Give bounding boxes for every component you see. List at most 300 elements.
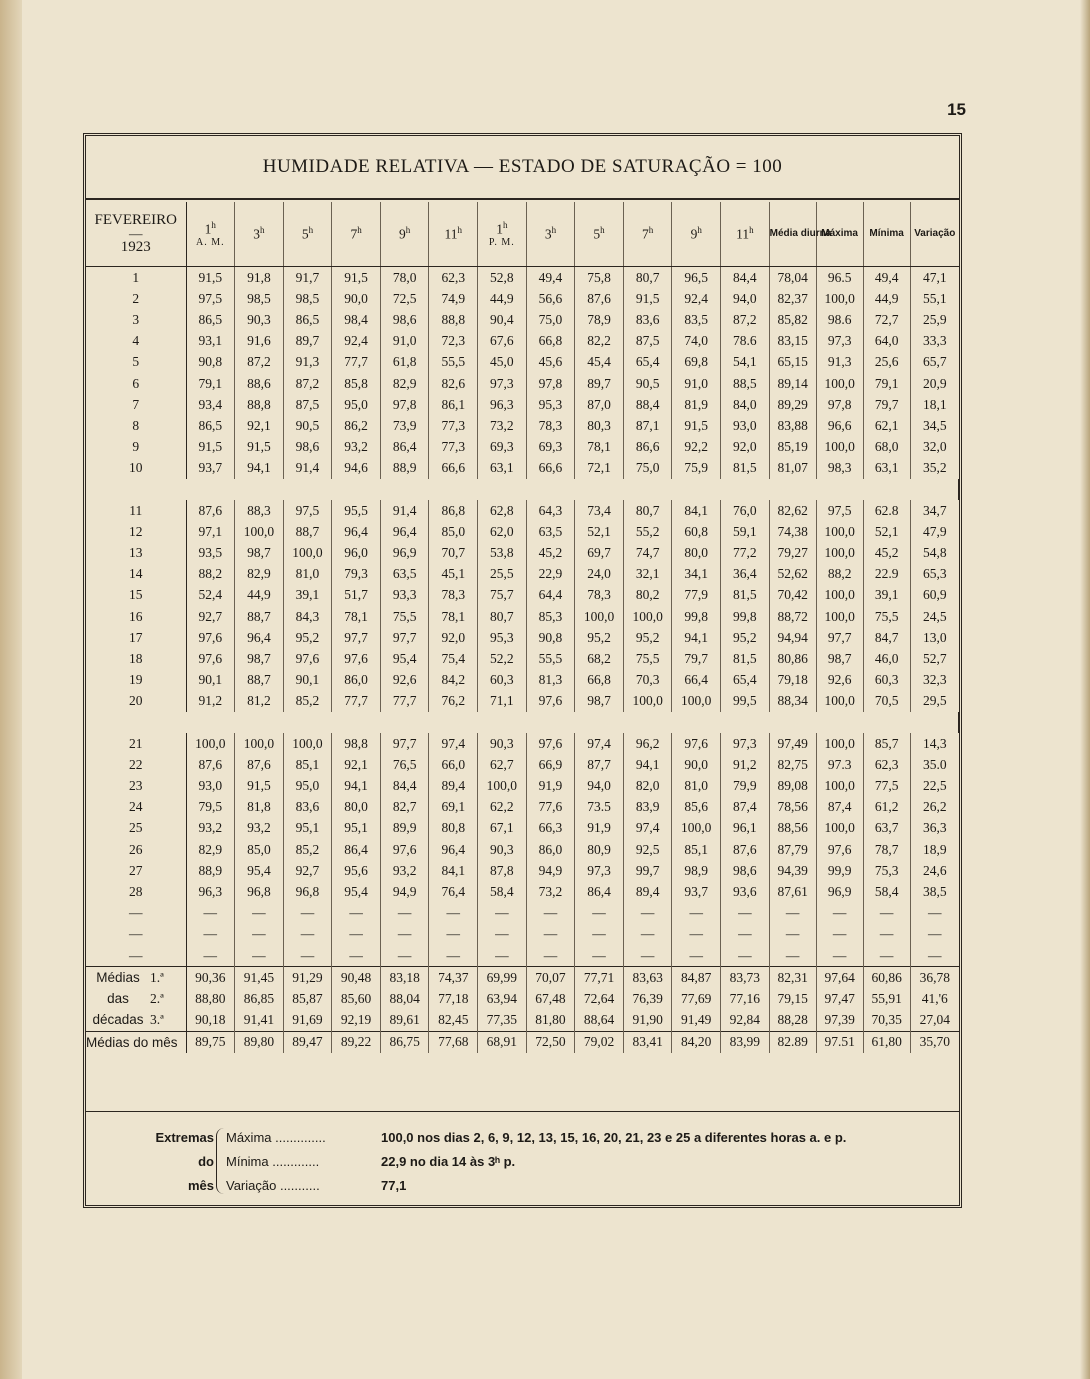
day-cell: 25 xyxy=(86,818,186,839)
decade-value: 92,19 xyxy=(332,1010,381,1032)
value-cell: 88,5 xyxy=(721,373,770,394)
table-row xyxy=(86,881,959,902)
value-cell: 96,1 xyxy=(721,818,770,839)
value-cell: 93,2 xyxy=(186,818,235,839)
value-cell: 96,4 xyxy=(429,839,478,860)
value-cell: — xyxy=(478,924,527,945)
hour-wrap xyxy=(284,225,332,243)
month-mean-value: 77,68 xyxy=(429,1031,478,1053)
value-cell: 72,7 xyxy=(863,309,910,330)
maxima-header-label: Máxima xyxy=(821,228,858,239)
value-cell: 93,1 xyxy=(186,331,235,352)
value-cell: 100,0 xyxy=(478,776,527,797)
value-cell: 87,2 xyxy=(283,373,332,394)
value-cell: 85,2 xyxy=(283,839,332,860)
value-cell: 60,9 xyxy=(910,585,959,606)
value-cell: 95,4 xyxy=(235,860,284,881)
day-cell: 4 xyxy=(86,331,186,352)
value-cell: 82,75 xyxy=(769,754,816,775)
value-cell: 100,0 xyxy=(816,776,863,797)
value-cell: 64,4 xyxy=(526,585,575,606)
spacer-cell xyxy=(86,712,959,733)
value-cell: 51,7 xyxy=(332,585,381,606)
value-cell: 95,2 xyxy=(623,627,672,648)
value-cell: 66,3 xyxy=(526,818,575,839)
day-cell: 14 xyxy=(86,564,186,585)
value-cell: 86,1 xyxy=(429,394,478,415)
value-cell: 90,5 xyxy=(623,373,672,394)
value-cell: 94,6 xyxy=(332,458,381,479)
header-row xyxy=(86,202,959,267)
value-cell: 95,3 xyxy=(526,394,575,415)
value-cell: 82,2 xyxy=(575,331,624,352)
decade-value: 70,35 xyxy=(863,1010,910,1032)
value-cell: 96,4 xyxy=(235,627,284,648)
value-cell: — xyxy=(429,945,478,967)
value-cell: 52,1 xyxy=(575,521,624,542)
value-cell: 88,34 xyxy=(769,691,816,712)
month-mean-value: 86,75 xyxy=(380,1031,429,1053)
day-cell: 9 xyxy=(86,437,186,458)
value-cell: 90,8 xyxy=(526,627,575,648)
value-cell: 75,9 xyxy=(672,458,721,479)
value-cell: 98,7 xyxy=(235,648,284,669)
decade-label: décadas xyxy=(92,1012,144,1028)
value-cell: 65,4 xyxy=(623,352,672,373)
value-cell: 74,9 xyxy=(429,288,478,309)
hour-header-6 xyxy=(429,202,478,267)
day-cell: 1 xyxy=(86,267,186,289)
value-cell: 95,0 xyxy=(332,394,381,415)
value-cell: 80,0 xyxy=(332,797,381,818)
value-cell: 95,2 xyxy=(575,627,624,648)
value-cell: — xyxy=(863,903,910,924)
value-cell: 77,7 xyxy=(332,691,381,712)
value-cell: 100,0 xyxy=(283,542,332,563)
value-cell: — xyxy=(186,945,235,967)
decade-value: 81,80 xyxy=(526,1010,575,1032)
value-cell: 52,62 xyxy=(769,564,816,585)
value-cell: 82,6 xyxy=(429,373,478,394)
value-cell: 72,5 xyxy=(380,288,429,309)
value-cell: 97,3 xyxy=(478,373,527,394)
value-cell: 65,7 xyxy=(910,352,959,373)
value-cell: — xyxy=(672,924,721,945)
value-cell: 97,7 xyxy=(332,627,381,648)
value-cell: 87,4 xyxy=(816,797,863,818)
value-cell: 82,9 xyxy=(380,373,429,394)
hour-header-4 xyxy=(332,202,381,267)
hour-sup: h xyxy=(457,225,463,236)
value-cell: 88,6 xyxy=(235,373,284,394)
table-row xyxy=(86,839,959,860)
value-cell: 81,0 xyxy=(672,776,721,797)
value-cell: 98,7 xyxy=(575,691,624,712)
value-cell: — xyxy=(816,924,863,945)
value-cell: 77,7 xyxy=(380,691,429,712)
value-cell: 45,0 xyxy=(478,352,527,373)
value-cell: 87,6 xyxy=(721,839,770,860)
value-cell: 22.9 xyxy=(863,564,910,585)
value-cell: 94,0 xyxy=(575,776,624,797)
table-row xyxy=(86,924,959,945)
value-cell: 90,4 xyxy=(478,309,527,330)
value-cell: 85,8 xyxy=(332,373,381,394)
decade-value: 85,87 xyxy=(283,988,332,1009)
value-cell: — xyxy=(526,945,575,967)
value-cell: 45,2 xyxy=(863,542,910,563)
value-cell: 36,4 xyxy=(721,564,770,585)
value-cell: 66,8 xyxy=(526,331,575,352)
value-cell: — xyxy=(910,903,959,924)
value-cell: — xyxy=(575,903,624,924)
extremes-brace xyxy=(216,1128,225,1194)
extremes-label-3: mês xyxy=(187,1178,214,1193)
value-cell: 34,1 xyxy=(672,564,721,585)
value-cell: 83,6 xyxy=(623,309,672,330)
month-mean-value: 68,91 xyxy=(478,1031,527,1053)
table-row xyxy=(86,754,959,775)
value-cell: 75,8 xyxy=(575,267,624,289)
value-cell: 87,6 xyxy=(235,754,284,775)
value-cell: 87,2 xyxy=(721,309,770,330)
value-cell: 79,27 xyxy=(769,542,816,563)
value-cell: 97,1 xyxy=(186,521,235,542)
value-cell: 69,1 xyxy=(429,797,478,818)
value-cell: 88,2 xyxy=(186,564,235,585)
value-cell: 96,9 xyxy=(816,881,863,902)
value-cell: 61,8 xyxy=(380,352,429,373)
value-cell: 99,8 xyxy=(672,606,721,627)
value-cell: 83,15 xyxy=(769,331,816,352)
value-cell: 55,1 xyxy=(910,288,959,309)
value-cell: 88,72 xyxy=(769,606,816,627)
value-cell: 80,2 xyxy=(623,585,672,606)
decade-row xyxy=(86,988,959,1009)
value-cell: 87,1 xyxy=(623,415,672,436)
value-cell: 66,8 xyxy=(575,670,624,691)
value-cell: 75,7 xyxy=(478,585,527,606)
value-cell: — xyxy=(380,924,429,945)
decade-value: 41,'6 xyxy=(910,988,959,1009)
value-cell: 34,5 xyxy=(910,415,959,436)
day-cell: — xyxy=(86,945,186,967)
value-cell: 54,1 xyxy=(721,352,770,373)
value-cell: 96,2 xyxy=(623,733,672,754)
value-cell: 78,9 xyxy=(575,309,624,330)
decade-value: 83,18 xyxy=(380,967,429,989)
extremes-names xyxy=(226,1126,386,1198)
value-cell: 97,4 xyxy=(623,818,672,839)
value-cell: 66,9 xyxy=(526,754,575,775)
value-cell: 98.6 xyxy=(816,309,863,330)
value-cell: 85,1 xyxy=(672,839,721,860)
value-cell: 59,1 xyxy=(721,521,770,542)
value-cell: 58,4 xyxy=(863,881,910,902)
value-cell: 100,0 xyxy=(816,733,863,754)
extreme-var-name: Variação ........... xyxy=(226,1178,320,1193)
value-cell: 78,3 xyxy=(526,415,575,436)
value-cell: 78,1 xyxy=(332,606,381,627)
value-cell: 66,4 xyxy=(672,670,721,691)
value-cell: 88,9 xyxy=(186,860,235,881)
value-cell: 44,9 xyxy=(863,288,910,309)
value-cell: 85,82 xyxy=(769,309,816,330)
decade-value: 90,36 xyxy=(186,967,235,989)
decade-value: 77,16 xyxy=(721,988,770,1009)
value-cell: — xyxy=(721,924,770,945)
value-cell: 63,5 xyxy=(526,521,575,542)
month-mean-value: 35,70 xyxy=(910,1031,959,1053)
day-cell: 21 xyxy=(86,733,186,754)
value-cell: 80,0 xyxy=(672,542,721,563)
value-cell: 62,3 xyxy=(429,267,478,289)
value-cell: 84,1 xyxy=(429,860,478,881)
value-cell: 77,7 xyxy=(332,352,381,373)
decade-value: 91,41 xyxy=(235,1010,284,1032)
value-cell: 64,0 xyxy=(863,331,910,352)
decade-value: 90,48 xyxy=(332,967,381,989)
value-cell: 90,3 xyxy=(478,839,527,860)
table-row xyxy=(86,797,959,818)
value-cell: 98,8 xyxy=(332,733,381,754)
value-cell: 78,0 xyxy=(380,267,429,289)
value-cell: 79,18 xyxy=(769,670,816,691)
value-cell: 32,0 xyxy=(910,437,959,458)
value-cell: 68,2 xyxy=(575,648,624,669)
hour-label: 1 xyxy=(204,221,212,237)
value-cell: 90,1 xyxy=(283,670,332,691)
hour-sup: h xyxy=(600,225,605,236)
value-cell: 86,5 xyxy=(186,415,235,436)
value-cell: 80,7 xyxy=(623,500,672,521)
value-cell: 80,3 xyxy=(575,415,624,436)
value-cell: 92,1 xyxy=(332,754,381,775)
hour-header-5 xyxy=(380,202,429,267)
value-cell: 24,0 xyxy=(575,564,624,585)
value-cell: — xyxy=(575,945,624,967)
value-cell: 93,4 xyxy=(186,394,235,415)
value-cell: — xyxy=(623,945,672,967)
value-cell: 92,0 xyxy=(429,627,478,648)
value-cell: 81,5 xyxy=(721,648,770,669)
value-cell: 87,6 xyxy=(186,754,235,775)
hour-header-2 xyxy=(235,202,284,267)
table-frame xyxy=(83,133,962,1208)
extreme-var-value: 77,1 xyxy=(381,1178,407,1193)
table-row xyxy=(86,691,959,712)
value-cell: 75,4 xyxy=(429,648,478,669)
value-cell: 89,29 xyxy=(769,394,816,415)
value-cell: 98,5 xyxy=(235,288,284,309)
decade-value: 97,64 xyxy=(816,967,863,989)
day-cell: 23 xyxy=(86,776,186,797)
value-cell: 71,1 xyxy=(478,691,527,712)
value-cell: 100,0 xyxy=(816,288,863,309)
value-cell: 99,9 xyxy=(816,860,863,881)
value-cell: 100,0 xyxy=(816,373,863,394)
value-cell: 98,7 xyxy=(235,542,284,563)
value-cell: 79,1 xyxy=(863,373,910,394)
pm-label: P. M. xyxy=(488,237,515,249)
value-cell: 93,2 xyxy=(235,818,284,839)
month-dash: — xyxy=(129,226,143,241)
value-cell: 87,5 xyxy=(283,394,332,415)
value-cell: 62.8 xyxy=(863,500,910,521)
value-cell: 58,4 xyxy=(478,881,527,902)
value-cell: — xyxy=(429,903,478,924)
value-cell: — xyxy=(623,924,672,945)
value-cell: 62,3 xyxy=(863,754,910,775)
day-cell: 5 xyxy=(86,352,186,373)
value-cell: 81,5 xyxy=(721,458,770,479)
day-cell: 8 xyxy=(86,415,186,436)
value-cell: 98,9 xyxy=(672,860,721,881)
value-cell: — xyxy=(721,903,770,924)
value-cell: 52,1 xyxy=(863,521,910,542)
value-cell: 89,7 xyxy=(575,373,624,394)
decade-value: 77,18 xyxy=(429,988,478,1009)
value-cell: 60,8 xyxy=(672,521,721,542)
value-cell: 63,7 xyxy=(863,818,910,839)
value-cell: 95,4 xyxy=(332,881,381,902)
value-cell: 80,7 xyxy=(478,606,527,627)
value-cell: 99,5 xyxy=(721,691,770,712)
value-cell: 86,0 xyxy=(526,839,575,860)
value-cell: 97,5 xyxy=(816,500,863,521)
value-cell: 88,8 xyxy=(235,394,284,415)
value-cell: 94,39 xyxy=(769,860,816,881)
value-cell: 67,1 xyxy=(478,818,527,839)
value-cell: 97,6 xyxy=(186,627,235,648)
decade-value: 91,90 xyxy=(623,1010,672,1032)
value-cell: 95,3 xyxy=(478,627,527,648)
month-mean-value: 72,50 xyxy=(526,1031,575,1053)
value-cell: 91,4 xyxy=(380,500,429,521)
value-cell: 84,4 xyxy=(721,267,770,289)
value-cell: — xyxy=(283,924,332,945)
hour-label: 5 xyxy=(301,226,309,242)
value-cell: 80,7 xyxy=(623,267,672,289)
value-cell: 93,2 xyxy=(380,860,429,881)
table-row xyxy=(86,500,959,521)
decade-value: 90,18 xyxy=(186,1010,235,1032)
value-cell: 22,9 xyxy=(526,564,575,585)
table-row xyxy=(86,818,959,839)
value-cell: 77,9 xyxy=(672,585,721,606)
table-row xyxy=(86,288,959,309)
hour-label: 9 xyxy=(690,226,698,242)
value-cell: 98,6 xyxy=(380,309,429,330)
value-cell: — xyxy=(380,945,429,967)
hour-header-12 xyxy=(721,202,770,267)
value-cell: 90,8 xyxy=(186,352,235,373)
month-mean-value: 61,80 xyxy=(863,1031,910,1053)
value-cell: 22,5 xyxy=(910,776,959,797)
value-cell: 69,7 xyxy=(575,542,624,563)
value-cell: 26,2 xyxy=(910,797,959,818)
hour-sup: h xyxy=(308,225,314,236)
hour-wrap xyxy=(429,225,477,243)
value-cell: 78,04 xyxy=(769,267,816,289)
value-cell: 62,1 xyxy=(863,415,910,436)
value-cell: 67,6 xyxy=(478,331,527,352)
month-mean-value: 83,99 xyxy=(721,1031,770,1053)
value-cell: 92,4 xyxy=(332,331,381,352)
table-row xyxy=(86,331,959,352)
value-cell: — xyxy=(816,903,863,924)
value-cell: 86,4 xyxy=(332,839,381,860)
value-cell: 100,0 xyxy=(283,733,332,754)
extreme-min-name: Mínima ............. xyxy=(226,1154,320,1169)
am-label: A. M. xyxy=(195,237,225,249)
value-cell: 98,4 xyxy=(332,309,381,330)
table-row xyxy=(86,564,959,585)
decade-value: 83,73 xyxy=(721,967,770,989)
value-cell: 47,9 xyxy=(910,521,959,542)
value-cell: 96,8 xyxy=(283,881,332,902)
value-cell: 84,2 xyxy=(429,670,478,691)
minima-header-label: Mínima xyxy=(869,228,904,239)
value-cell: 84,3 xyxy=(283,606,332,627)
value-cell: 87,6 xyxy=(186,500,235,521)
value-cell: 52,4 xyxy=(186,585,235,606)
hour-header-9 xyxy=(575,202,624,267)
value-cell: — xyxy=(672,903,721,924)
value-cell: 90,1 xyxy=(186,670,235,691)
decade-value: 86,85 xyxy=(235,988,284,1009)
value-cell: 69,3 xyxy=(526,437,575,458)
decade-ordinal: 3.ª xyxy=(150,1012,164,1028)
value-cell: 47,1 xyxy=(910,267,959,289)
month-means-label: Médias do mês xyxy=(86,1031,186,1053)
value-cell: — xyxy=(186,903,235,924)
value-cell: 89,9 xyxy=(380,818,429,839)
value-cell: 83,9 xyxy=(623,797,672,818)
value-cell: 97,49 xyxy=(769,733,816,754)
value-cell: 45,6 xyxy=(526,352,575,373)
value-cell: 95,2 xyxy=(721,627,770,648)
value-cell: 93,7 xyxy=(672,881,721,902)
media-diurna-header xyxy=(769,202,832,267)
value-cell: — xyxy=(575,924,624,945)
value-cell: 87,0 xyxy=(575,394,624,415)
value-cell: 97,6 xyxy=(526,733,575,754)
value-cell: 75,5 xyxy=(380,606,429,627)
value-cell: 96,6 xyxy=(816,415,863,436)
hour-header-11 xyxy=(672,202,721,267)
value-cell: — xyxy=(478,945,527,967)
value-cell: 97,6 xyxy=(526,691,575,712)
value-cell: 86,4 xyxy=(575,881,624,902)
value-cell: 88,56 xyxy=(769,818,816,839)
hour-wrap xyxy=(672,225,720,243)
value-cell: 81,3 xyxy=(526,670,575,691)
table-row xyxy=(86,733,959,754)
decade-value: 77,35 xyxy=(478,1010,527,1032)
value-cell: 90,5 xyxy=(283,415,332,436)
value-cell: — xyxy=(478,903,527,924)
value-cell: 44,9 xyxy=(478,288,527,309)
value-cell: 94,1 xyxy=(623,754,672,775)
value-cell: 63,1 xyxy=(478,458,527,479)
day-cell: 17 xyxy=(86,627,186,648)
value-cell: 87,79 xyxy=(769,839,816,860)
decade-value: 91,45 xyxy=(235,967,284,989)
value-cell: 100,0 xyxy=(235,733,284,754)
decade-value: 92,84 xyxy=(721,1010,770,1032)
decade-value: 88,04 xyxy=(380,988,429,1009)
